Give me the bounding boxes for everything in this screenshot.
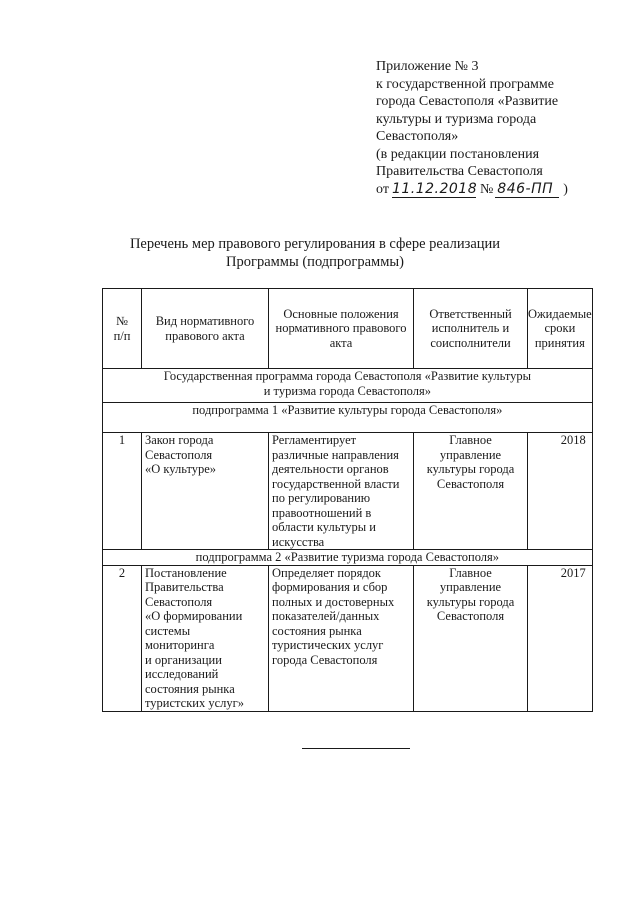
document-title: [0, 235, 630, 271]
measures-table: [102, 288, 593, 712]
cell-line: «О культуре»: [145, 462, 217, 476]
header-provisions: Основные положения нормативного правового акта: [269, 289, 414, 369]
subprogram-2-cell: подпрограмма 2 «Развитие туризма города Севастополя»: [103, 550, 593, 566]
cell-line: Главное: [449, 565, 492, 580]
cell-line: формирования и сбор: [272, 580, 388, 594]
cell-line: Определяет порядок: [272, 565, 382, 580]
appendix-line: Севастополя»: [376, 129, 459, 144]
header-responsible: Ответственный исполнитель и соисполнители: [414, 289, 528, 369]
appendix-line: Приложение № 3: [376, 59, 479, 74]
row-responsible: [414, 565, 528, 711]
row-terms: 2017: [528, 565, 593, 711]
program-cell: [103, 369, 593, 403]
subprogram-2-row: [103, 550, 593, 566]
appendix-line: к государственной программе: [376, 76, 554, 92]
cell-line: Постановление: [145, 565, 227, 580]
appendix-line: города Севастополя «Развитие: [376, 94, 559, 109]
measures-table-wrapper: [102, 288, 593, 712]
subprogram-1-cell: подпрограмма 1 «Развитие культуры города Севастополя»: [103, 403, 593, 433]
row-num: 2: [103, 565, 142, 711]
title-line-2: Программы (подпрограммы): [226, 254, 404, 270]
number-label: №: [479, 181, 494, 197]
header-terms: Ожидаемые сроки принятия: [528, 289, 593, 369]
cell-line: управление: [439, 580, 502, 594]
cell-line: исследований: [145, 667, 219, 681]
title-line-1: Перечень мер правового регулирования в сфере реализации: [129, 236, 501, 252]
row-act-type: [142, 433, 269, 550]
row-responsible: [414, 433, 528, 550]
program-line: и туризма города Севастополя»: [263, 383, 431, 398]
cell-line: и организации: [145, 652, 222, 667]
cell-line: Севастополя: [145, 594, 213, 609]
cell-line: культуры города: [426, 594, 515, 609]
cell-line: показателей/данных: [272, 609, 380, 623]
appendix-line: (в редакции постановления: [376, 146, 540, 162]
cell-line: состояния рынка: [272, 623, 362, 638]
cell-line: деятельности органов: [272, 462, 389, 476]
cell-line: Закон города: [145, 433, 214, 447]
cell-line: по регулированию: [272, 491, 371, 505]
subprogram-1-row: [103, 403, 593, 433]
cell-line: области культуры и: [272, 520, 376, 534]
row-provisions: [269, 565, 414, 711]
cell-line: мониторинга: [145, 638, 215, 652]
header-num: [103, 289, 142, 369]
closing-divider: [302, 748, 410, 749]
cell-line: туристских услуг»: [145, 696, 244, 710]
cell-line: Севастополя: [436, 476, 505, 491]
row-provisions: [269, 433, 414, 550]
handwritten-number: 846-ПП: [495, 182, 559, 198]
resolution-date-line: [376, 181, 616, 199]
table-row: [103, 433, 593, 550]
cell-line: «О формировании: [145, 609, 243, 623]
ot-label: от: [376, 181, 389, 197]
appendix-line: культуры и туризма города: [376, 111, 537, 127]
cell-line: Регламентирует: [272, 433, 357, 447]
cell-line: государственной власти: [272, 476, 400, 491]
cell-line: Правительства: [145, 580, 224, 594]
row-num: 1: [103, 433, 142, 550]
cell-line: различные направления: [272, 447, 399, 462]
header-num-line: п/п: [113, 328, 131, 343]
row-terms: 2018: [528, 433, 593, 550]
handwritten-date: 11.12.2018: [391, 181, 478, 197]
cell-line: системы: [145, 623, 191, 638]
table-row: [103, 565, 593, 711]
cell-line: состояния рынка: [145, 681, 235, 696]
cell-line: Главное: [449, 433, 492, 447]
cell-line: правоотношений в: [272, 505, 372, 520]
program-row: [103, 369, 593, 403]
cell-line: Севастополя: [145, 447, 213, 462]
cell-line: управление: [439, 447, 502, 462]
appendix-block: [376, 58, 616, 198]
header-num-line: №: [116, 314, 128, 328]
header-act-type: Вид нормативного правового акта: [142, 289, 269, 369]
closing-paren: ): [563, 181, 568, 197]
program-line: Государственная программа города Севастополя «Развитие культуры: [163, 369, 532, 383]
cell-line: Севастополя: [436, 609, 505, 623]
header-row: [103, 289, 593, 369]
row-act-type: [142, 565, 269, 711]
appendix-line: Правительства Севастополя: [376, 164, 543, 179]
cell-line: туристических услуг: [272, 638, 384, 652]
cell-line: города Севастополя: [272, 652, 378, 667]
cell-line: искусства: [272, 534, 325, 549]
cell-line: культуры города: [426, 462, 515, 476]
cell-line: полных и достоверных: [272, 594, 395, 609]
